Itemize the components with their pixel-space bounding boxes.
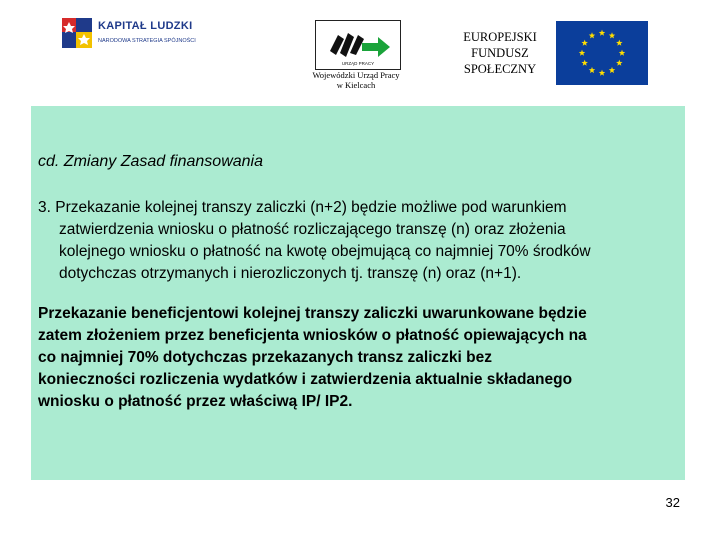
efs-label bbox=[450, 29, 550, 77]
point-line-2: zatwierdzenia wniosku o płatność rozliczającego transzę (n) oraz złożenia bbox=[59, 221, 566, 238]
point-line-3: kolejnego wniosku o płatność na kwotę obejmującą co najmniej 70% środków bbox=[59, 243, 591, 260]
numbered-point bbox=[38, 197, 688, 285]
eu-star-icon bbox=[581, 60, 587, 66]
eu-star-icon bbox=[599, 70, 605, 76]
wup-caption-line1: Wojewódzki Urząd Pracy bbox=[312, 70, 400, 80]
eu-flag-icon bbox=[556, 21, 648, 85]
efs-line1: EUROPEJSKI bbox=[463, 30, 537, 44]
bold-line-2: zatem złożeniem przez beneficjenta wniosków o płatność opiewających na bbox=[38, 327, 587, 344]
kapital-ludzki-subtitle: NARODOWA STRATEGIA SPÓJNOŚCI bbox=[98, 38, 196, 44]
point-line-1: Przekazanie kolejnej transzy zaliczki (n+2) będzie możliwe pod warunkiem bbox=[55, 199, 567, 216]
wup-emblem-icon bbox=[316, 21, 400, 69]
efs-line2: FUNDUSZ bbox=[471, 46, 529, 60]
bold-line-4: konieczności rozliczenia wydatków i zatwierdzenia aktualnie składanego bbox=[38, 371, 573, 388]
bold-line-3: co najmniej 70% dotychczas przekazanych transz zaliczki bez bbox=[38, 349, 492, 366]
wup-box-label: URZĄD PRACY bbox=[341, 61, 375, 66]
kapital-ludzki-title: KAPITAŁ LUDZKI bbox=[98, 20, 193, 32]
eu-star-icon bbox=[581, 40, 587, 46]
eu-star-icon bbox=[609, 67, 615, 73]
wup-logo bbox=[315, 20, 401, 70]
bold-line-5: wniosku o płatność przez właściwą IP/ IP2. bbox=[38, 393, 353, 410]
bold-paragraph bbox=[38, 303, 688, 413]
kapital-ludzki-logo bbox=[62, 14, 222, 58]
eu-star-icon bbox=[589, 67, 595, 73]
eu-star-icon bbox=[616, 40, 622, 46]
page-number: 32 bbox=[665, 495, 680, 510]
eu-star-icon bbox=[599, 30, 605, 36]
eu-star-icon bbox=[579, 50, 585, 56]
point-number: 3. bbox=[38, 199, 51, 216]
eu-star-icon bbox=[616, 60, 622, 66]
slide-title: cd. Zmiany Zasad finansowania bbox=[38, 153, 263, 170]
eu-star-icon bbox=[609, 32, 615, 38]
point-line-4: dotychczas otrzymanych i nierozliczonych tj. transzę (n) oraz (n+1). bbox=[59, 265, 522, 282]
eu-star-icon bbox=[589, 32, 595, 38]
efs-line3: SPOŁECZNY bbox=[463, 62, 537, 76]
wup-caption bbox=[290, 70, 422, 90]
kapital-ludzki-mark-icon bbox=[62, 14, 94, 54]
eu-star-icon bbox=[619, 50, 625, 56]
bold-line-1: Przekazanie beneficjentowi kolejnej transzy zaliczki uwarunkowane będzie bbox=[38, 305, 587, 322]
wup-caption-line2: w Kielcach bbox=[336, 80, 376, 90]
